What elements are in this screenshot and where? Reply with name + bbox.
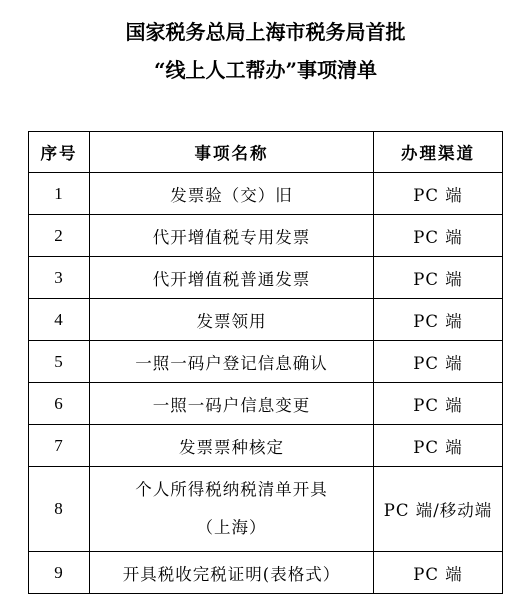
row-no: 5 bbox=[29, 341, 90, 383]
table-row bbox=[29, 341, 503, 383]
row-channel: PC 端 bbox=[374, 552, 503, 594]
row-item-name bbox=[90, 467, 374, 552]
table-header-row bbox=[29, 132, 503, 173]
row-item-name-line-2: （上海） bbox=[196, 518, 267, 537]
table-row bbox=[29, 299, 503, 341]
row-no: 7 bbox=[29, 425, 90, 467]
row-channel: PC 端 bbox=[374, 215, 503, 257]
row-no: 3 bbox=[29, 257, 90, 299]
table-row bbox=[29, 425, 503, 467]
row-no: 4 bbox=[29, 299, 90, 341]
row-channel: PC 端 bbox=[374, 257, 503, 299]
row-no: 1 bbox=[29, 173, 90, 215]
row-channel: PC 端 bbox=[374, 341, 503, 383]
row-item-name: 一照一码户登记信息确认 bbox=[90, 341, 374, 383]
row-item-name-line-1: 个人所得税纳税清单开具 bbox=[135, 480, 328, 499]
table-row bbox=[29, 467, 503, 552]
table-row bbox=[29, 383, 503, 425]
table-row bbox=[29, 215, 503, 257]
row-channel: PC 端 bbox=[374, 425, 503, 467]
row-no: 6 bbox=[29, 383, 90, 425]
header-no: 序号 bbox=[29, 132, 90, 173]
row-channel: PC 端 bbox=[374, 173, 503, 215]
table-row bbox=[29, 257, 503, 299]
row-item-name: 一照一码户信息变更 bbox=[90, 383, 374, 425]
row-channel: PC 端 bbox=[374, 383, 503, 425]
items-table bbox=[28, 131, 503, 594]
row-no: 2 bbox=[29, 215, 90, 257]
header-name: 事项名称 bbox=[90, 132, 374, 173]
row-item-name: 开具税收完税证明(表格式） bbox=[90, 552, 374, 594]
document-title-line-1: 国家税务总局上海市税务局首批 bbox=[125, 20, 406, 44]
table-row bbox=[29, 552, 503, 594]
row-item-name: 发票领用 bbox=[90, 299, 374, 341]
header-channel: 办理渠道 bbox=[374, 132, 503, 173]
row-item-name: 发票票种核定 bbox=[90, 425, 374, 467]
row-channel: PC 端 bbox=[374, 299, 503, 341]
row-no: 9 bbox=[29, 552, 90, 594]
row-channel: PC 端/移动端 bbox=[374, 467, 503, 552]
document-title-line-2: “线上人工帮办”事项清单 bbox=[153, 58, 377, 82]
row-item-name: 代开增值税普通发票 bbox=[90, 257, 374, 299]
row-item-name: 代开增值税专用发票 bbox=[90, 215, 374, 257]
table-row bbox=[29, 173, 503, 215]
row-no: 8 bbox=[29, 467, 90, 552]
row-item-name: 发票验（交）旧 bbox=[90, 173, 374, 215]
